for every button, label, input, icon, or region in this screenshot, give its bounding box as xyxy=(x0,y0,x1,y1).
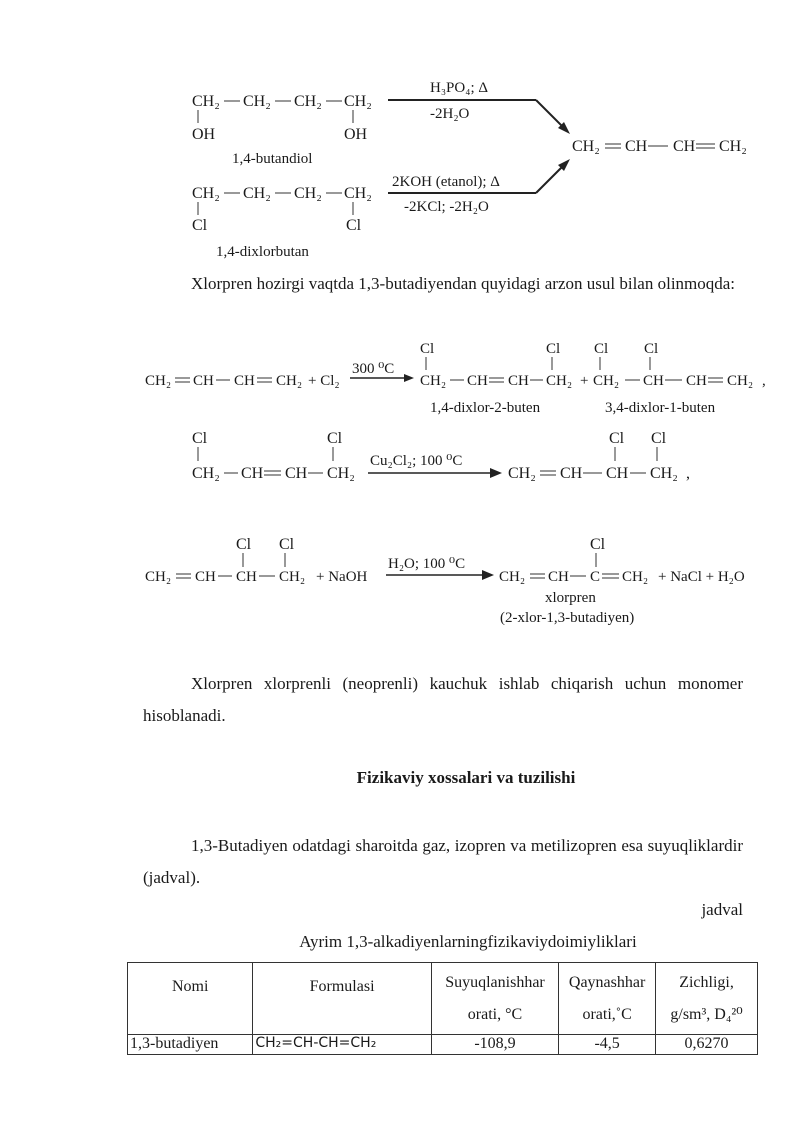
reaction-condition: -2H₂O xyxy=(430,106,470,122)
product-atom: CH xyxy=(625,138,648,155)
substituent: Cl xyxy=(546,341,561,357)
reaction-scheme-1 xyxy=(0,60,800,270)
chain-atom: CH xyxy=(241,465,264,482)
chain-atom: CH xyxy=(285,465,308,482)
plus-sign: + xyxy=(580,373,589,389)
chain-atom: CH xyxy=(560,465,583,482)
chain-atom: CH₂ xyxy=(279,569,306,585)
reaction-condition: 300 ⁰C xyxy=(352,361,395,377)
substituent: Cl xyxy=(327,430,343,447)
header-density: Zichligi, g/sm³, D₄²⁰ xyxy=(656,963,758,1035)
chain-atom: CH₂ xyxy=(344,93,372,110)
header-melting: Suyuqlanishhar orati, °C xyxy=(431,963,558,1035)
substituent: Cl xyxy=(651,430,667,447)
cell-density: 0,6270 xyxy=(656,1035,758,1055)
chain-atom: CH₂ xyxy=(145,373,172,389)
chain-atom: CH₂ xyxy=(593,373,620,389)
product-atom: CH₂ xyxy=(719,138,747,155)
chain-atom: CH₂ xyxy=(192,465,220,482)
chain-atom: CH₂ xyxy=(622,569,649,585)
cell-boiling-point: -4,5 xyxy=(559,1035,656,1055)
chain-atom: CH₂ xyxy=(192,185,220,202)
chain-atom: CH₂ xyxy=(243,185,271,202)
substituent: Cl xyxy=(279,536,295,553)
chain-atom: CH₂ xyxy=(294,93,322,110)
chain-atom: CH xyxy=(643,373,664,389)
reaction-scheme-3 xyxy=(0,425,800,495)
substituent: Cl xyxy=(236,536,252,553)
cell-name: 1,3-butadiyen xyxy=(128,1035,253,1055)
chain-atom: CH₂ xyxy=(508,465,536,482)
substituent: Cl xyxy=(192,217,208,234)
reaction-condition: Cu₂Cl₂; 100 ⁰C xyxy=(370,453,463,469)
table-header-row xyxy=(128,963,758,1035)
table-caption: Ayrim 1,3-alkadiyenlarningfizikaviydoimiyliklari xyxy=(299,932,637,951)
chain-atom: CH₂ xyxy=(276,373,303,389)
compound-name: 1,4-dixlorbutan xyxy=(216,244,309,260)
header-formulasi: Formulasi xyxy=(253,963,431,1035)
byproducts: + NaCl + H₂O xyxy=(658,569,745,585)
substituent: OH xyxy=(344,126,368,143)
chain-atom: CH₂ xyxy=(420,373,447,389)
reaction-scheme-4 xyxy=(0,530,800,630)
chain-atom: CH₂ xyxy=(650,465,678,482)
compound-name: 1,4-dixlor-2-buten xyxy=(430,400,541,416)
reagent: + Cl₂ xyxy=(308,373,340,389)
paragraph-intro: Xlorpren hozirgi vaqtda 1,3-butadiyendan quyidagi arzon usul bilan olinmoqda: xyxy=(191,274,736,293)
chain-atom: CH xyxy=(195,569,216,585)
paragraph-neoprene: Xlorpren xlorprenli (neoprenli) kauchuk ishlab chiqarish uchun monomer hisoblanadi. xyxy=(143,674,743,725)
substituent: Cl xyxy=(590,536,606,553)
compound-iupac-name: (2-xlor-1,3-butadiyen) xyxy=(500,610,635,626)
chain-atom: CH₂ xyxy=(546,373,573,389)
chain-atom: CH xyxy=(467,373,488,389)
chain-atom: CH₂ xyxy=(145,569,172,585)
chain-atom: CH₂ xyxy=(243,93,271,110)
table-row xyxy=(128,1035,758,1055)
product-atom: CH₂ xyxy=(572,138,600,155)
substituent: Cl xyxy=(644,341,659,357)
chain-atom: CH₂ xyxy=(727,373,754,389)
header-nomi: Nomi xyxy=(128,963,253,1035)
substituent: Cl xyxy=(346,217,362,234)
chain-atom: CH xyxy=(606,465,629,482)
reaction-condition: 2KOH (etanol); Δ xyxy=(392,174,500,190)
compound-name: 1,4-butandiol xyxy=(232,151,313,167)
chain-atom: CH₂ xyxy=(192,93,220,110)
properties-table xyxy=(127,962,758,1055)
table-label: jadval xyxy=(701,900,743,919)
chain-atom: CH xyxy=(236,569,257,585)
chain-atom: CH xyxy=(548,569,569,585)
compound-name: xlorpren xyxy=(545,590,596,606)
substituent: Cl xyxy=(609,430,625,447)
chain-atom: CH xyxy=(508,373,529,389)
chain-atom: CH₂ xyxy=(294,185,322,202)
compound-name: 3,4-dixlor-1-buten xyxy=(605,400,716,416)
reaction-condition: -2KCl; -2H₂O xyxy=(404,199,489,215)
substituent: Cl xyxy=(420,341,435,357)
reaction-scheme-2 xyxy=(0,335,800,420)
reaction-condition: H₃PO₄; Δ xyxy=(430,80,489,96)
separator: , xyxy=(762,373,766,389)
chain-atom: CH₂ xyxy=(344,185,372,202)
chain-atom: C xyxy=(590,569,601,585)
chain-atom: CH xyxy=(234,373,255,389)
section-heading: Fizikaviy xossalari va tuzilishi xyxy=(356,768,576,787)
substituent: Cl xyxy=(594,341,609,357)
reagent: + NaOH xyxy=(316,569,368,585)
cell-formula: CH₂=CH-CH=CH₂ xyxy=(253,1035,431,1055)
chain-atom: CH xyxy=(193,373,214,389)
header-boiling: Qaynashhar orati,˚C xyxy=(559,963,656,1035)
chain-atom: CH xyxy=(686,373,707,389)
product-atom: CH xyxy=(673,138,696,155)
chain-atom: CH₂ xyxy=(499,569,526,585)
substituent: Cl xyxy=(192,430,208,447)
chain-atom: CH₂ xyxy=(327,465,355,482)
reaction-condition: H₂O; 100 ⁰C xyxy=(388,556,466,572)
substituent: OH xyxy=(192,126,216,143)
cell-melting-point: -108,9 xyxy=(431,1035,558,1055)
paragraph-physical: 1,3-Butadiyen odatdagi sharoitda gaz, izopren va metilizopren esa suyuqliklardir (jadval). xyxy=(143,836,743,887)
separator: , xyxy=(686,465,690,482)
